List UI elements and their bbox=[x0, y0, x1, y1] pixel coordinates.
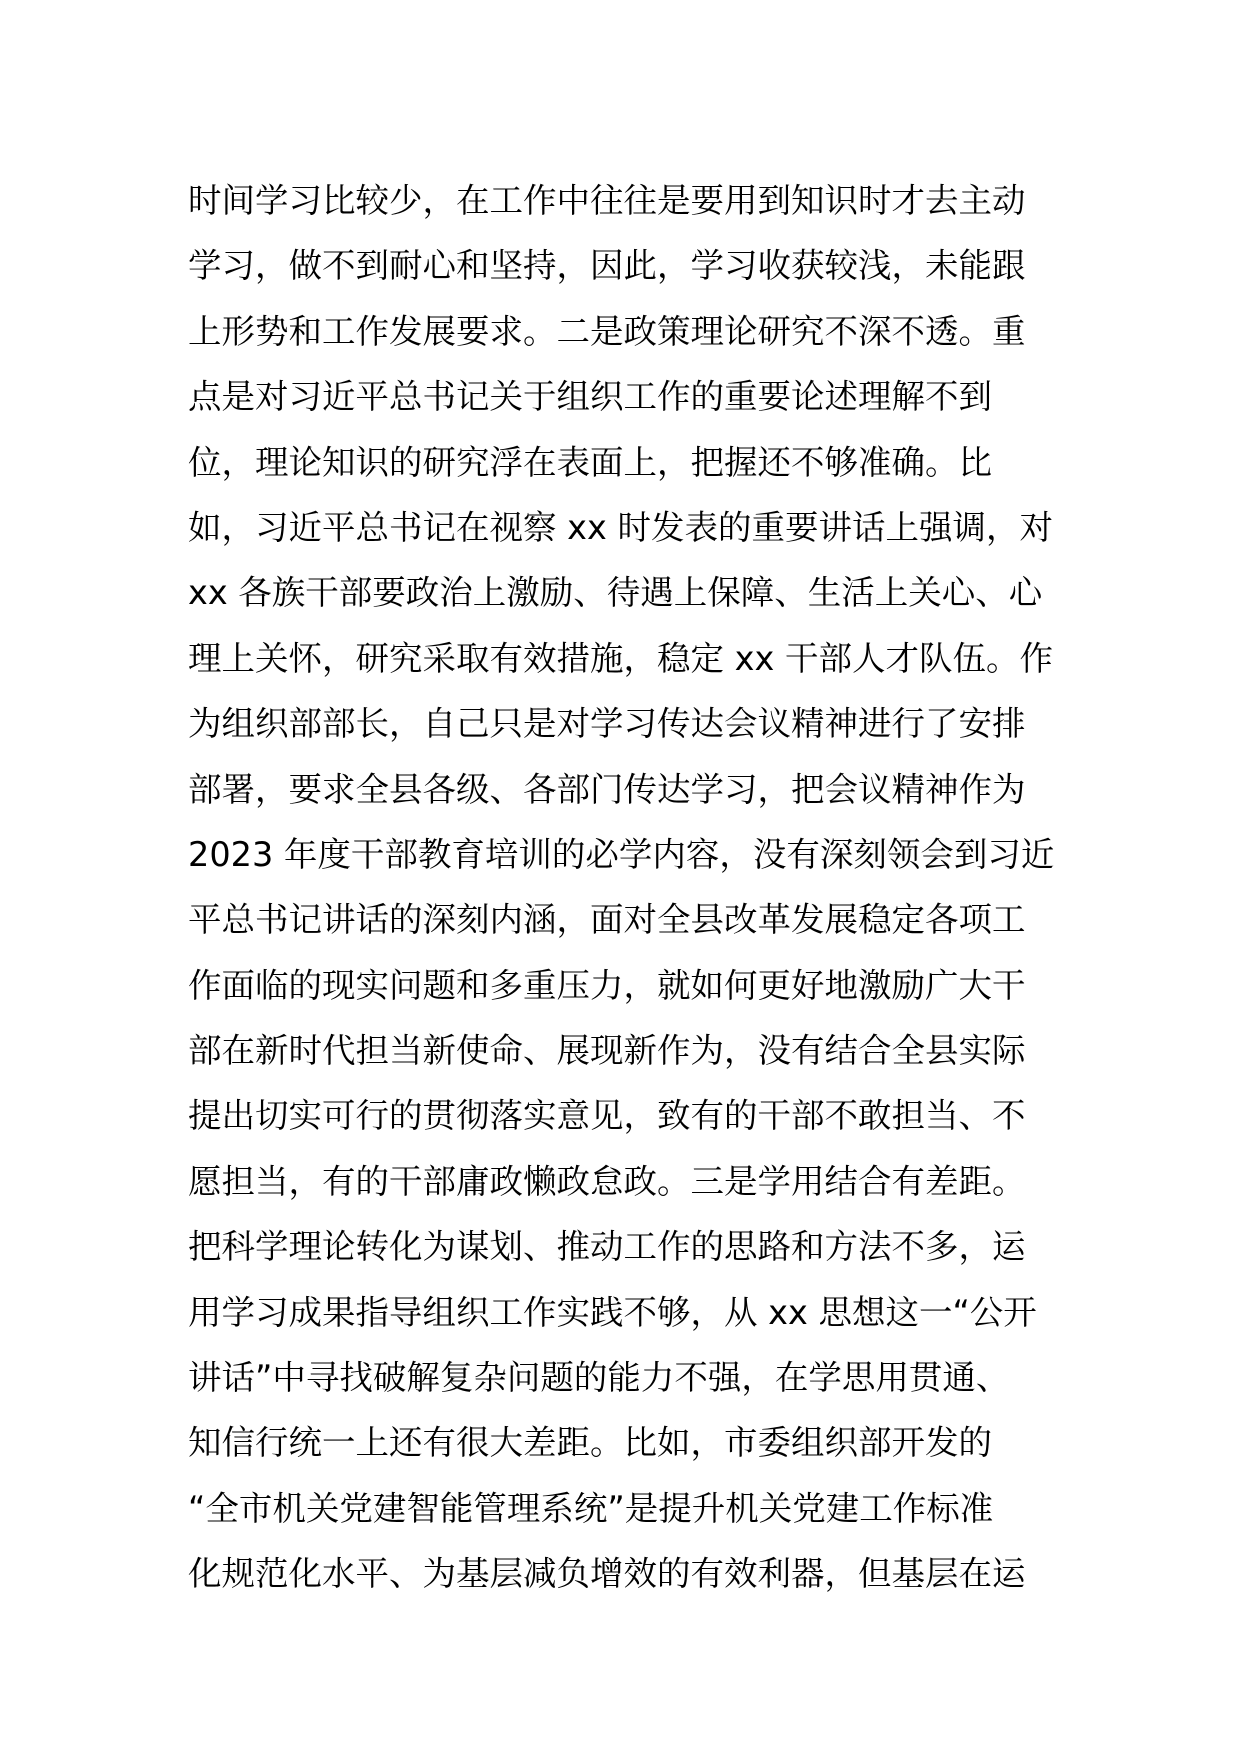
text-line-17: 把科学理论转化为谋划、推动工作的思路和方法不多，运 bbox=[188, 1227, 1026, 1267]
text-line-19: 讲话”中寻找破解复杂问题的能力不强，在学思用贯通、 bbox=[188, 1358, 1010, 1398]
body-paragraph bbox=[188, 168, 1068, 1607]
text-line-16: 愿担当，有的干部庸政懒政怠政。三是学用结合有差距。 bbox=[188, 1161, 1026, 1201]
text-line-12: 平总书记讲话的深刻内涵，面对全县改革发展稳定各项工 bbox=[188, 900, 1026, 940]
text-line-13: 作面临的现实问题和多重压力，就如何更好地激励广大干 bbox=[188, 965, 1026, 1005]
text-line-20: 知信行统一上还有很大差距。比如，市委组织部开发的 bbox=[188, 1423, 992, 1463]
text-line-9: 为组织部部长，自己只是对学习传达会议精神进行了安排 bbox=[188, 704, 1026, 744]
text-line-3: 上形势和工作发展要求。二是政策理论研究不深不透。重 bbox=[188, 311, 1026, 351]
text-line-2: 学习，做不到耐心和坚持，因此，学习收获较浅，未能跟 bbox=[188, 246, 1026, 286]
text-line-11: 2023 年度干部教育培训的必学内容，没有深刻领会到习近 bbox=[188, 834, 1055, 874]
text-line-8: 理上关怀，研究采取有效措施，稳定 xx 干部人才队伍。作 bbox=[188, 638, 1053, 678]
text-line-21: “全市机关党建智能管理系统”是提升机关党建工作标准 bbox=[188, 1488, 994, 1528]
text-line-22: 化规范化水平、为基层减负增效的有效利器，但基层在运 bbox=[188, 1554, 1026, 1594]
text-line-15: 提出切实可行的贯彻落实意见，致有的干部不敢担当、不 bbox=[188, 1096, 1026, 1136]
text-line-10: 部署，要求全县各级、各部门传达学习，把会议精神作为 bbox=[188, 769, 1026, 809]
text-line-18: 用学习成果指导组织工作实践不够，从 xx 思想这一“公开 bbox=[188, 1292, 1037, 1332]
text-line-14: 部在新时代担当新使命、展现新作为，没有结合全县实际 bbox=[188, 1031, 1026, 1071]
text-line-7: xx 各族干部要政治上激励、待遇上保障、生活上关心、心 bbox=[188, 573, 1043, 613]
text-line-6: 如，习近平总书记在视察 xx 时发表的重要讲话上强调，对 bbox=[188, 507, 1053, 547]
text-line-5: 位，理论知识的研究浮在表面上，把握还不够准确。比 bbox=[188, 442, 992, 482]
text-line-1: 时间学习比较少，在工作中往往是要用到知识时才去主动 bbox=[188, 181, 1026, 220]
text-line-4: 点是对习近平总书记关于组织工作的重要论述理解不到 bbox=[188, 377, 992, 417]
